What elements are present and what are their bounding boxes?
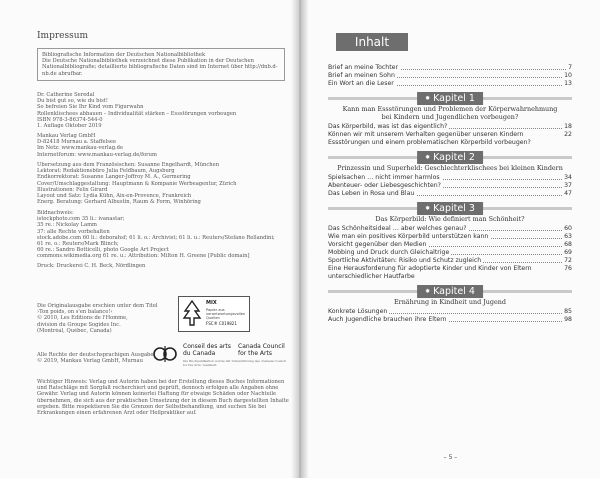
canada-council-icon	[152, 342, 178, 366]
toc-entry-title: Konkrete Lösungen	[328, 308, 388, 315]
imprint-line: Alle Rechte der deutschsprachigen Ausgabe:	[37, 352, 156, 358]
imprint-page	[0, 0, 299, 478]
star-icon: ✸	[425, 288, 431, 295]
biblio-heading: Bibliografische Information der Deutschen Nationalbibliothek	[42, 52, 206, 58]
imprint-line: 37: alle Rechte vorbehalten	[37, 228, 110, 235]
credits	[37, 162, 285, 205]
fsc-logo: MIX Papier aus verantwortungsvollen Quellen FSC® C019821	[178, 296, 250, 332]
imprint-line: © 2010, Les Éditions de l'Homme,	[37, 315, 128, 322]
toc-entry-title: Das Leben in Rosa und Blau	[328, 190, 415, 197]
chapter-label: Kapitel 3	[433, 203, 475, 214]
imprint-line: Lektorat: Redaktionsbüro Julia Feldbaum, Augsburg	[37, 168, 175, 175]
toc-entry[interactable]	[328, 316, 572, 324]
imprint-line: ›Ton poids, on s'en balance!‹	[37, 309, 113, 316]
chapter-label-box	[417, 151, 483, 164]
toc-entry-page: 72	[564, 257, 572, 264]
toc-entry-page: 13	[564, 80, 572, 87]
chapter-subtitle: bei Kindern und Jugendlichen vorbeugen?	[381, 113, 519, 121]
chapter-subtitle: Prinzessin und Superheld: Geschlechterklischees bei kleinen Kindern	[337, 164, 563, 172]
toc-entry-page: 60	[564, 225, 572, 232]
imprint-line: Im Netz: www.mankau-verlag.de	[37, 145, 124, 152]
important-notice: Wichtiger Hinweis: Verlag und Autorin haben bei der Erstellung dieses Buches Informationen und Ratschläge mit Sorgfalt recherchiert und geprüft, dennoch erfolgen alle Angaben ohne Gewähr. Verlag und Autorin können keinerlei Haftung für etwaige Schäden oder Nachteile übernehmen, die sich aus der praktischen Umsetzung der in diesem Buch dargestellten Inhalte ergeben. Bitte respektieren Sie die Grenzen der Selbstbehandlung, und suchen Sie bei Erkrankungen einen erfahrenen Arzt oder Heilpraktiker auf.	[37, 379, 289, 417]
toc-entry[interactable]	[328, 233, 572, 241]
imprint-line: © 2019, Mankau Verlag GmbH, Murnau	[37, 358, 143, 365]
fsc-tree-icon	[182, 300, 202, 326]
star-icon: ✸	[425, 154, 431, 161]
book-gutter	[291, 0, 309, 478]
imprint-line: D-82418 Murnau a. Staffelsee	[37, 139, 117, 146]
toc-entry[interactable]	[328, 257, 572, 265]
toc-entry-title: Auch Jugendliche brauchen ihre Eltern	[328, 316, 447, 323]
toc-entry-page: 10	[564, 72, 572, 79]
toc-entry-page: 47	[564, 190, 572, 197]
toc-entry-page: 69	[564, 249, 572, 256]
imprint-line: 35 re.: Nickolay Lamm	[37, 222, 97, 229]
toc-entry-title: Brief an meinen Sohn	[328, 72, 395, 79]
canada-council-logo: Conseil des arts du Canada Canada Council for the Arts Die Buchpublikation wurde mit Unterstützung des ›Canada Council for the Arts‹ realisiert.	[152, 340, 292, 376]
imprint-line: Bildnachweis:	[37, 210, 74, 216]
toc-entry-title: Mobbing und Druck durch Gleichaltrige	[328, 249, 450, 256]
imprint-line: Dr. Catherine Seredal	[37, 92, 95, 98]
imprint-line: Mankau Verlag GmbH	[37, 133, 96, 139]
chapter-label-box	[417, 92, 483, 105]
star-icon: ✸	[425, 205, 431, 212]
chapter-banner	[328, 151, 572, 164]
imprint-line: Layout und Satz: Lydia Kühn, Aix-en-Provence, Frankreich	[37, 193, 192, 200]
chapter-label-box	[417, 202, 483, 215]
toc-entry-page: 98	[564, 316, 572, 323]
toc-entry-page: 37	[564, 182, 572, 189]
toc-entry-page: 63	[564, 233, 572, 240]
toc-entry[interactable]	[328, 64, 572, 72]
picture-credits	[37, 210, 285, 260]
toc-entry-page: 34	[564, 174, 572, 181]
chapter-banner	[328, 285, 572, 298]
imprint-line: Illustrationen: Felix Girard	[37, 186, 108, 193]
imprint-line: 1. Auflage Oktober 2019	[37, 123, 102, 130]
chapter-subtitle: Ernährung in Kindheit und Jugend	[393, 298, 507, 306]
toc-entry-title: Spielsachen … nicht immer harmlos	[328, 174, 440, 181]
toc-entry-page: 18	[564, 123, 572, 130]
toc-entry[interactable]	[328, 225, 572, 233]
page-number: – 5 –	[443, 454, 458, 461]
toc-entry[interactable]	[328, 182, 572, 190]
toc-entry[interactable]	[328, 72, 572, 80]
toc-entry-page: 85	[564, 308, 572, 315]
chapter-banner	[328, 202, 572, 215]
imprint-line: 60 re.: Sandro Botticelli, photo Google Art Project	[37, 247, 169, 254]
star-icon: ✸	[425, 95, 431, 102]
bibliographic-info-box	[37, 48, 285, 81]
toc-entry-page: 76	[564, 265, 572, 272]
toc-entry[interactable]	[328, 131, 572, 147]
imprint-line: ISBN 978-3-86374-544-0	[37, 116, 103, 123]
toc-entry[interactable]	[328, 308, 572, 316]
toc-entry-title: Vorsicht gegenüber den Medien	[328, 241, 427, 248]
printer: Druck: Druckerei C. H. Beck, Nördlingen	[37, 263, 146, 269]
toc-entry-title: Können wir mit unserem Verhalten gegenüber unseren Kindern Essstörungen und einem problematischen Körperbild vorbeugen?	[328, 131, 531, 146]
imprint-line: (Montréal, Québec, Canada)	[37, 327, 112, 334]
contents-heading: Inhalt	[336, 33, 408, 51]
toc-entry-title: Das Schönheitsideal … aber welches genau?	[328, 225, 467, 232]
toc-entry[interactable]	[328, 80, 572, 88]
toc-entry-title: Sportliche Aktivitäten: Risiko und Schutz zugleich	[328, 257, 482, 264]
book-info	[37, 92, 285, 129]
imprint-line: Cover/Umschlaggestaltung: Hauptmann & Kompanie Werbeagentur, Zürich	[37, 180, 237, 187]
imprint-line: commons.wikimedia.org 61 re. u.: Attribution: Milton H. Greene [Public domain]	[37, 253, 250, 260]
chapter-subtitle: Kann man Essstörungen und Problemen der Körperwahrnehmung	[342, 105, 558, 113]
chapter-label: Kapitel 4	[433, 286, 475, 297]
chapter-label: Kapitel 2	[433, 152, 475, 163]
toc-entry-title: Wie man ein positives Körperbild unterstützen kann	[328, 233, 489, 240]
toc-entry[interactable]	[328, 123, 572, 131]
original-edition	[37, 303, 172, 334]
toc-entry-title: Das Körperbild, was ist das eigentlich?	[328, 123, 448, 130]
chapter-subtitle: Das Körperbild: Wie definiert man Schönheit?	[375, 215, 525, 223]
chapter-label: Kapitel 1	[433, 93, 475, 104]
imprint-line: So befreien Sie Ihr Kind vom Figurwahn	[37, 104, 144, 111]
imprint-line: Du bist gut so, wie du bist!	[37, 98, 108, 105]
contents-page	[301, 0, 600, 478]
toc-entry[interactable]	[328, 249, 572, 257]
imprint-line: Rollenklischees abbauen – Individualität stärken – Essstörungen vorbeugen	[37, 110, 237, 117]
toc-entry[interactable]	[328, 265, 572, 281]
biblio-text: Die Deutsche Nationalbibliothek verzeichnet diese Publikation in der Deutschen Nationalbibliografie; detaillierte bibliografische Daten sind im Internet über http://dnb.d-nb.de abrufbar.	[42, 58, 278, 77]
publisher-info	[37, 133, 285, 158]
toc-entry-page: 7	[568, 64, 572, 71]
imprint-line: Übersetzung aus dem Französischen: Susanne Engelhardt, München	[37, 162, 220, 168]
toc-entry-page: 22	[564, 131, 572, 138]
toc-entry[interactable]	[328, 190, 572, 198]
imprint-line: Internetforum: www.mankau-verlag.de/forum	[37, 151, 157, 158]
toc-entry[interactable]	[328, 241, 572, 249]
imprint-line: Endkorrektorat: Susanne Langer-Joffroy M. A., Germering	[37, 174, 191, 181]
table-of-contents	[328, 64, 572, 324]
toc-entry-title: Abenteuer- oder Liebesgeschichten?	[328, 182, 441, 189]
toc-entry-title: Eine Herausforderung für adoptierte Kinder und Kinder von Eltern unterschiedlicher Hautfarbe	[328, 265, 532, 280]
chapter-banner	[328, 92, 572, 105]
imprint-line: Die Originalausgabe erschien unter dem Titel	[37, 303, 158, 309]
imprint-line: Energ. Beratung: Gerhard Albustin, Raum & Form, Winhöring	[37, 199, 201, 206]
imprint-line: istockphoto.com 35 li.: ivanastar;	[37, 216, 125, 223]
toc-entry-title: Brief an meine Tochter	[328, 64, 399, 71]
toc-entry[interactable]	[328, 174, 572, 182]
chapter-label-box	[417, 285, 483, 298]
imprint-line: stock.adobe.com 60 li.: deborahsf; 61 li. o.: Archivist; 61 li. u.: Reuters/Stefano Rellandini;	[37, 234, 275, 241]
toc-entry-title: Ein Wort an die Leser	[328, 80, 394, 87]
toc-entry-page: 68	[564, 241, 572, 248]
imprint-line: 61 re. o.: Reuters/Mark Blinch;	[37, 241, 119, 248]
imprint-title: Impressum	[37, 31, 89, 41]
imprint-line: division du Groupe Sogides Inc.	[37, 321, 121, 328]
